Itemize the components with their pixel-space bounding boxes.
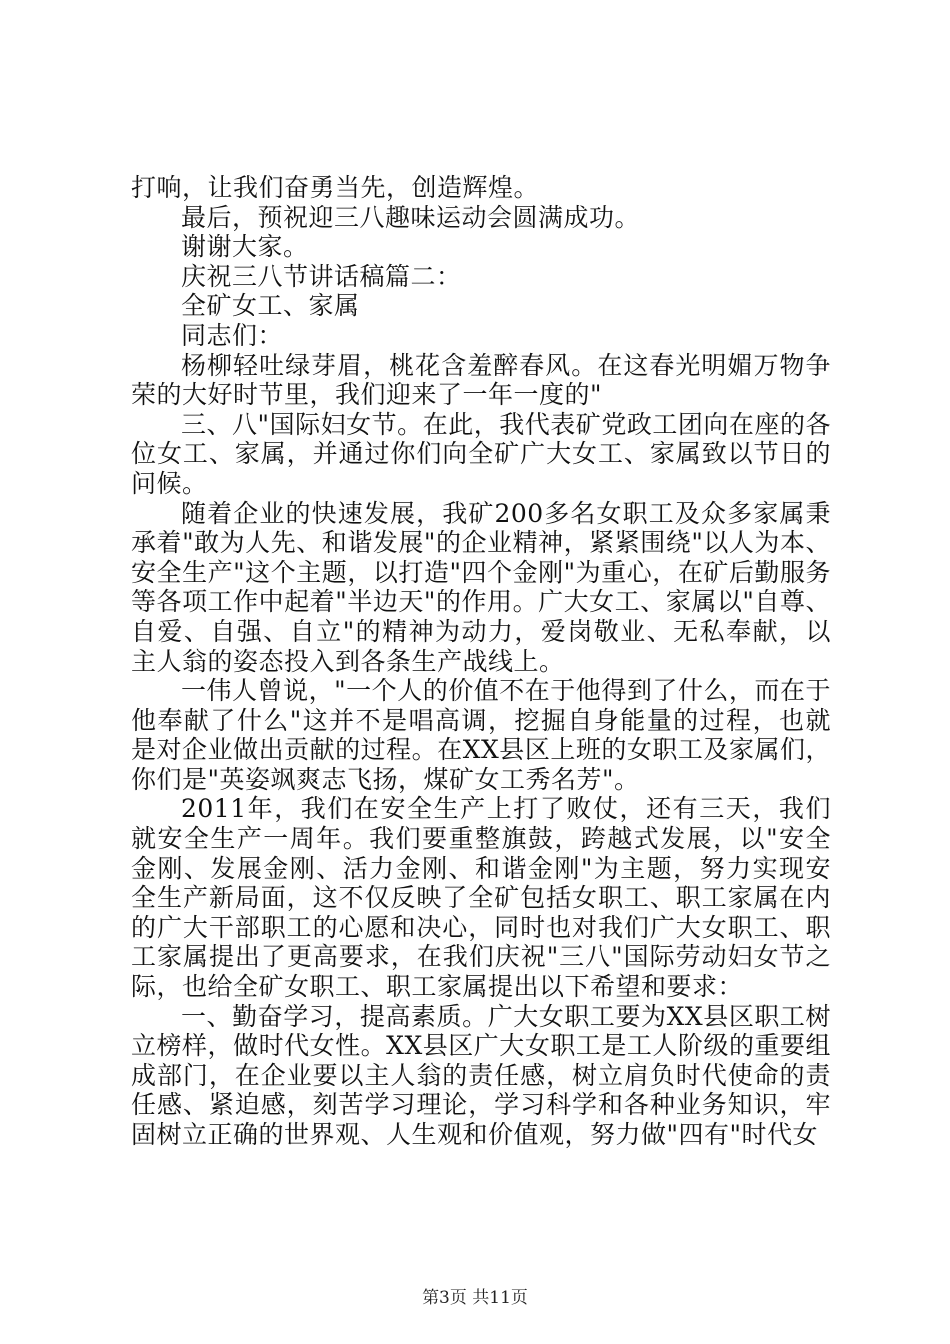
salutation: 同志们： [181, 320, 284, 350]
paragraph: 随着企业的快速发展，我矿200多名女职工及众多家属秉承着"敢为人先、和谐发展"的企业精神，紧紧围绕"以人为本、安全生产"这个主题，以打造"四个金刚"为重心，在矿后勤服务等各项工作中起着"半边天"的作用。广大女工、家属以"自尊、自爱、自强、自立"的精神为动力，爱岗敬业、无私奉献，以主人翁的姿态投入到各条生产战线上。 [131, 498, 831, 676]
paragraph: 最后，预祝迎三八趣味运动会圆满成功。 [181, 202, 641, 232]
paragraph: 2011年，我们在安全生产上打了败仗，还有三天，我们就安全生产一周年。我们要重整旗鼓，跨越式发展，以"安全金刚、发展金刚、活力金刚、和谐金刚"为主题，努力实现安全生产新局面，这不仅反映了全矿包括女职工、职工家属在内的广大干部职工的心愿和决心，同时也对我们广大女职工、职工家属提出了更高要求，在我们庆祝"三八"国际劳动妇女节之际，也给全矿女职工、职工家属提出以下希望和要求： [131, 794, 831, 1002]
section-heading: 庆祝三八节讲话稿篇二： [181, 261, 462, 291]
paragraph: 谢谢大家。 [181, 232, 309, 262]
page-number-footer: 第3页 共11页 [422, 1288, 528, 1308]
paragraph: 一伟人曾说，"一个人的价值不在于他得到了什么，而在于他奉献了什么"这并不是唱高调，挖掘自身能量的过程，也就是对企业做出贡献的过程。在XX县区上班的女职工及家属们，你们是"英姿飒爽志飞扬，煤矿女工秀名芳"。 [131, 676, 831, 794]
paragraph: 三、八"国际妇女节。在此，我代表矿党政工团向在座的各位女工、家属，并通过你们向全矿广大女工、家属致以节日的问候。 [131, 409, 831, 498]
paragraph: 打响，让我们奋勇当先，创造辉煌。 [131, 173, 540, 202]
salutation: 全矿女工、家属 [181, 291, 360, 321]
paragraph: 一、勤奋学习，提高素质。广大女职工要为XX县区职工树立榜样，做时代女性。XX县区广大女职工是工人阶级的重要组成部门，在企业要以主人翁的责任感，树立肩负时代使命的责任感、紧迫感，刻苦学习理论，学习科学和各种业务知识，牢固树立正确的世界观、人生观和价值观，努力做"四有"时代女 [131, 1001, 831, 1149]
document-body [131, 173, 831, 1150]
paragraph: 杨柳轻吐绿芽眉，桃花含羞醉春风。在这春光明媚万物争荣的大好时节里，我们迎来了一年一度的" [131, 350, 831, 410]
